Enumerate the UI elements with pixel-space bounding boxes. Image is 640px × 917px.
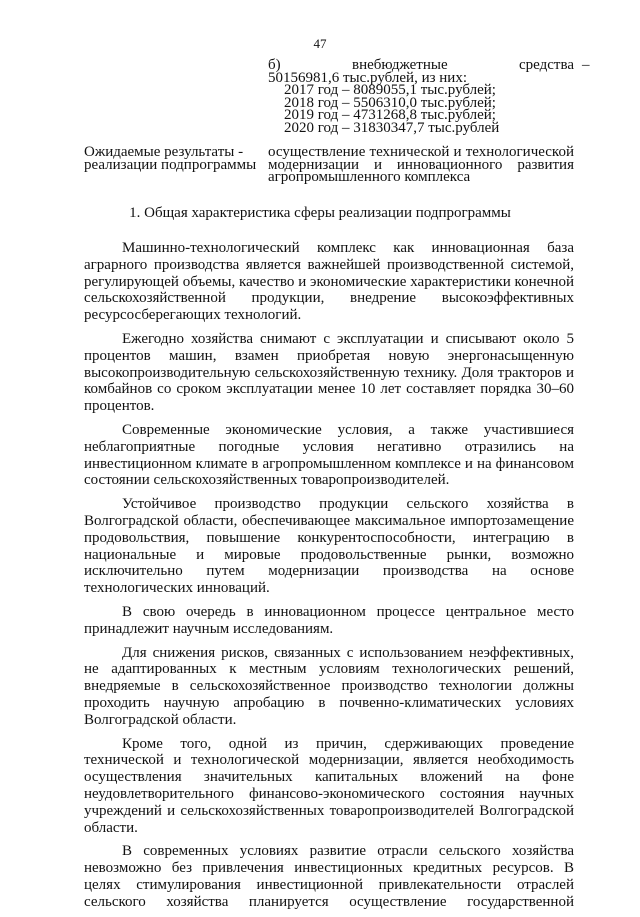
paragraph: Устойчивое производство продукции сельского хозяйства в Волгоградской области, обеспечивающее максимальное импортозамещение продовольствия, повышение конкурентоспособности, интеграцию в национальные и мировые продовольственные рынки, возможно исключительно путем модернизации производства на основе технологических инноваций. [84,496,574,597]
funding-total: 50156981,6 тыс.рублей, из них: [268,69,467,86]
paragraph: Ежегодно хозяйства снимают с эксплуатации и списывают около 5 процентов машин, взамен приобретая новую энергонасыщенную высокопроизводительную сельскохозяйственную технику. Доля тракторов и комбайнов со сроком эксплуатации менее 10 лет составляет порядка 30–60 процентов. [84,330,574,415]
funding-block [268,59,574,134]
body-text [84,240,574,917]
page-number: 47 [313,36,327,51]
funding-year-2019: 2019 год – 4731268,8 тыс.рублей; [284,107,496,123]
funding-year-2020: 2020 год – 31830347,7 тыс.рублей [284,119,500,136]
funding-years [268,84,574,134]
expected-results-text: осуществление технической и технологической модернизации и инновационного развития агропромышленного комплекса [268,144,574,185]
paragraph: Для снижения рисков, связанных с использованием неэффективных, не адаптированных к местным условиям технологических решений, внедряемые в сельскохозяйственное производство технологии должны проходить научную апробацию в почвенно-климатических условиях Волгоградской области. [84,644,574,728]
funding-item-word: средства [518,57,574,73]
paragraph: Кроме того, одной из причин, сдерживающих проведение технической и технологической модернизации, является необходимость осуществления значительных капитальных вложений на фоне неудовлетворительного финансово-экономического состояния научных учреждений и сельскохозяйственных товаропроизводителей Волгоградской области. [84,735,574,836]
funding-year-2017: 2017 год – 8089055,1 тыс.рублей; [284,82,496,98]
funding-item-label: б) [268,57,281,73]
paragraph: В современных условиях развитие отрасли сельского хозяйства невозможно без привлечения инвестиционных кредитных ресурсов. В целях стимулирования инвестиционной привлекательности отраслей сельского хозяйства планируется осуществление государственной [84,843,574,910]
section-title: 1. Общая характеристика сферы реализации подпрограммы [129,205,511,221]
expected-results-label: Ожидаемые результаты - реализации подпрограммы [84,144,257,173]
paragraph: В свою очередь в инновационном процессе центральное место принадлежит научным исследованиям. [84,603,574,637]
funding-item-word: внебюджетные [352,57,448,73]
paragraph: Машинно-технологический комплекс как инновационная база аграрного производства является важнейшей производственной системой, регулирующей объемы, качество и экономические характеристики конечной сельскохозяйственной продукции, внедрение высокоэффективных ресурсосберегающих технологий. [84,240,574,324]
paragraph: Современные экономические условия, а также участившиеся неблагоприятные погодные условия негативно отразились на инвестиционном климате в агропромышленном комплексе и на финансовом состоянии сельскохозяйственных товаропроизводителей. [84,421,574,489]
funding-dash: – [582,57,590,73]
funding-year-2018: 2018 год – 5506310,0 тыс.рублей; [284,94,496,111]
